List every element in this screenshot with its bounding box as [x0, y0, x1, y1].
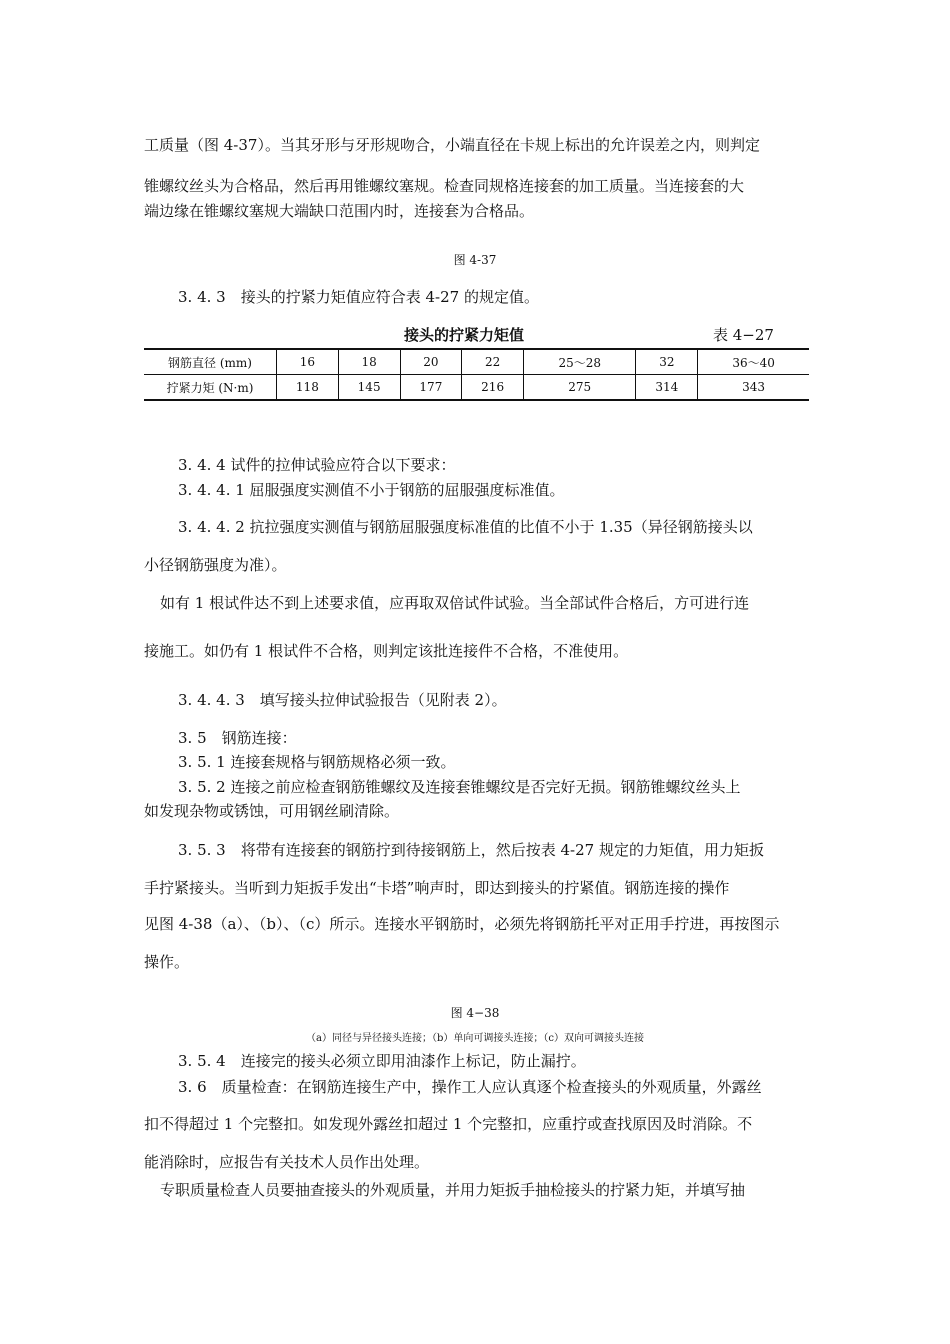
paragraph-line: 接施工。如仍有 1 根试件不合格，则判定该批连接件不合格，不准使用。 — [144, 642, 629, 660]
retest-paragraph: 如有 1 根试件达不到上述要求值，应再取双倍试件试验。当全部试件合格后，方可进行连 — [160, 594, 750, 612]
table-cell: 22 — [462, 349, 524, 375]
section-3-5-3: 3. 5. 3 将带有连接套的钢筋拧到待接钢筋上，然后按表 4-27 规定的力矩值，用力矩扳 — [178, 841, 764, 859]
paragraph-line: 扣不得超过 1 个完整扣。如发现外露丝扣超过 1 个完整扣，应重拧或查找原因及时消除。不 — [144, 1115, 753, 1133]
torque-table — [144, 348, 809, 401]
paragraph-line: 操作。 — [144, 953, 190, 971]
table-cell: 216 — [462, 375, 524, 401]
paragraph-line: 锥螺纹丝头为合格品，然后再用锥螺纹塞规。检查同规格连接套的加工质量。当连接套的大 — [144, 177, 745, 195]
table-cell: 钢筋直径 (mm) — [144, 349, 277, 375]
figure-caption: 图 4−38 — [450, 1006, 500, 1020]
table-number: 表 4−27 — [713, 326, 774, 344]
table-cell: 32 — [636, 349, 698, 375]
table-cell: 18 — [338, 349, 400, 375]
section-3-5-4: 3. 5. 4 连接完的接头必须立即用油漆作上标记，防止漏拧。 — [178, 1052, 586, 1070]
table-cell: 36～40 — [698, 349, 809, 375]
table-cell: 343 — [698, 375, 809, 401]
table-title: 接头的拧紧力矩值 — [404, 326, 525, 344]
table-cell: 118 — [277, 375, 339, 401]
paragraph-line: 手拧紧接头。当听到力矩扳手发出“卡塔”响声时，即达到接头的拧紧值。钢筋连接的操作 — [144, 879, 730, 897]
section-3-4-4-2: 3. 4. 4. 2 抗拉强度实测值与钢筋屈服强度标准值的比值不小于 1.35（异径钢筋接头以 — [178, 518, 753, 536]
figure-caption: 图 4-37 — [453, 253, 497, 267]
table-cell: 314 — [636, 375, 698, 401]
section-3-4-4-1: 3. 4. 4. 1 屈服强度实测值不小于钢筋的屈服强度标准值。 — [178, 481, 565, 499]
paragraph-line: 小径钢筋强度为准）。 — [144, 556, 287, 574]
section-3-5-1: 3. 5. 1 连接套规格与钢筋规格必须一致。 — [178, 753, 456, 771]
table-cell: 20 — [400, 349, 462, 375]
paragraph-line: 工质量（图 4-37）。当其牙形与牙形规吻合，小端直径在卡规上标出的允许误差之内，则判定 — [144, 136, 760, 154]
table-cell: 275 — [524, 375, 636, 401]
section-3-4-4-3: 3. 4. 4. 3 填写接头拉伸试验报告（见附表 2）。 — [178, 691, 507, 709]
figure-subcaption: （a）同径与异径接头连接；（b）单向可调接头连接；（c）双向可调接头连接 — [306, 1033, 644, 1044]
section-3-5: 3. 5 钢筋连接： — [178, 729, 297, 747]
paragraph-line: 能消除时，应报告有关技术人员作出处理。 — [144, 1153, 430, 1171]
section-3-4-4: 3. 4. 4 试件的拉伸试验应符合以下要求： — [178, 456, 456, 474]
paragraph-line: 如发现杂物或锈蚀，可用钢丝刷清除。 — [144, 802, 400, 820]
section-3-5-2: 3. 5. 2 连接之前应检查钢筋锥螺纹及连接套锥螺纹是否完好无损。钢筋锥螺纹丝头上 — [178, 778, 741, 796]
table-cell: 拧紧力矩 (N·m) — [144, 375, 277, 401]
table-cell: 16 — [277, 349, 339, 375]
section-3-6: 3. 6 质量检查：在钢筋连接生产中，操作工人应认真逐个检查接头的外观质量，外露丝 — [178, 1078, 762, 1096]
paragraph-line: 专职质量检查人员要抽查接头的外观质量，并用力矩扳手抽检接头的拧紧力矩，并填写抽 — [160, 1181, 746, 1199]
table-cell: 145 — [338, 375, 400, 401]
table-row — [144, 349, 809, 375]
paragraph-line: 见图 4-38（a）、（b）、（c）所示。连接水平钢筋时，必须先将钢筋托平对正用手拧进，再按图示 — [144, 915, 780, 933]
table-row — [144, 375, 809, 401]
section-3-4-3: 3. 4. 3 接头的拧紧力矩值应符合表 4-27 的规定值。 — [178, 288, 539, 306]
table-cell: 177 — [400, 375, 462, 401]
table-cell: 25～28 — [524, 349, 636, 375]
paragraph-line: 端边缘在锥螺纹塞规大端缺口范围内时，连接套为合格品。 — [144, 202, 535, 220]
